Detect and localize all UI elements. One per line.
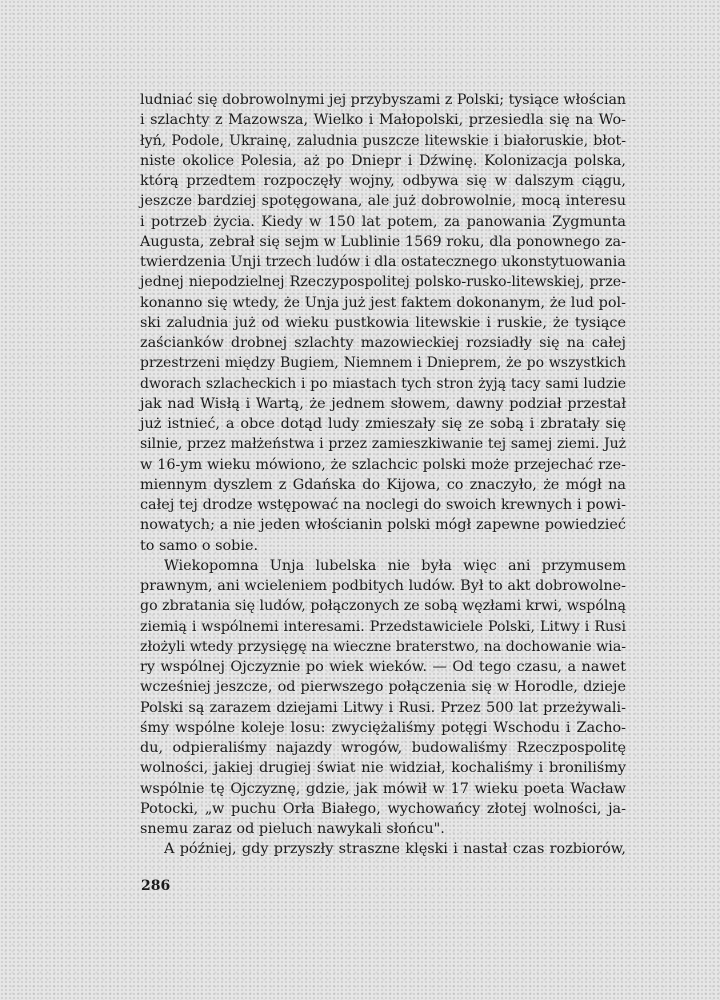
text-line: nowatych; a nie jeden włościanin polski mógł zapewne powiedzieć: [140, 517, 626, 534]
text-line: śmy wspólne koleje losu: zwyciężaliśmy potęgi Wschodu i Zacho-: [140, 719, 626, 736]
text-line: którą przedtem rozpoczęły wojny, odbywa się w dalszym ciągu,: [140, 173, 626, 189]
text-line: w 16-ym wieku mówiono, że szlachcic polski może przejechać rze-: [140, 456, 626, 473]
text-line: twierdzenia Unji trzech ludów i dla ostatecznego ukonstytuowania: [140, 254, 626, 270]
text-line: silnie, przez małżeństwa i przez zamieszkiwanie tej samej ziemi. Już: [140, 436, 626, 453]
paragraph-end-line: to samo o sobie.: [140, 537, 259, 554]
text-line: jednej niepodzielnej Rzeczypospolitej polsko-rusko-litewskiej, prze-: [140, 274, 626, 291]
paragraph-end-line: snemu zaraz od pieluch nawykali słońcu".: [140, 821, 445, 837]
text-line: całej tej drodze wstępować na noclegi do swoich krewnych i powi-: [140, 497, 626, 513]
text-line: ry wspólnej Ojczyznie po wiek wieków. — Od tego czasu, a nawet: [140, 659, 626, 675]
text-line: wolności, jakiej drugiej świat nie widział, kochaliśmy i broniliśmy: [140, 760, 626, 777]
text-line: Polski są zarazem dziejami Litwy i Rusi. Przez 500 lat przeżywali-: [140, 699, 626, 716]
text-line: już istnieć, a obce dotąd ludy zmieszały się ze sobą i zbratały się: [140, 416, 626, 432]
text-line: Potocki, „w puchu Orła Białego, wychowańcy złotej wolności, ja-: [140, 800, 626, 817]
text-line: dworach szlacheckich i po miastach tych stron żyją tacy sami ludzie: [140, 375, 626, 392]
text-line: jeszcze bardziej spotęgowana, ale już dobrowolnie, mocą interesu: [140, 193, 626, 210]
paragraph-start-line: Wiekopomna Unja lubelska nie była więc ani przymusem: [164, 557, 626, 574]
text-line: jak nad Wisłą i Wartą, że jednem słowem, dawny podział przestał: [140, 395, 626, 412]
text-line: ski zaludnia już od wieku pustkowia litewskie i ruskie, że tysiące: [140, 314, 626, 331]
text-line: niste okolice Polesia, aż po Dniepr i Dźwinę. Kolonizacja polska,: [140, 152, 626, 169]
paragraph-start-line: A później, gdy przyszły straszne klęski i nastał czas rozbiorów,: [164, 841, 626, 858]
text-line: du, odpieraliśmy najazdy wrogów, budowaliśmy Rzeczpospolitę: [140, 740, 626, 756]
text-line: i potrzeb życia. Kiedy w 150 lat potem, za panowania Zygmunta: [140, 213, 626, 230]
text-line: wcześniej jeszcze, od pierwszego połączenia się w Horodle, dzieje: [140, 679, 626, 696]
text-line: przestrzeni między Bugiem, Niemnem i Dnieprem, że po wszystkich: [140, 355, 626, 372]
text-line: złożyli wtedy przysięgę na wieczne braterstwo, na dochowanie wia-: [140, 638, 627, 655]
text-line: i szlachty z Mazowsza, Wielko i Małopolski, przesiedla się na Wo-: [140, 112, 626, 129]
page-number: 286: [141, 878, 171, 894]
text-line: wspólnie tę Ojczyznę, gdzie, jak mówił w 17 wieku poeta Wacław: [140, 780, 626, 797]
text-line: go zbratania się ludów, połączonych ze sobą węzłami krwi, wspólną: [140, 598, 626, 615]
text-line: ziemią i wspólnemi interesami. Przedstawiciele Polski, Litwy i Rusi: [140, 618, 626, 635]
text-line: prawnym, ani wcieleniem podbitych ludów. Był to akt dobrowolne-: [140, 578, 626, 594]
text-line: Augusta, zebrał się sejm w Lublinie 1569 roku, dla ponownego za-: [140, 233, 626, 250]
text-line: miennym dyszlem z Gdańska do Kijowa, co znaczyło, że mógł na: [140, 476, 626, 493]
text-line: konanno się wtedy, że Unja już jest faktem dokonanym, że lud pol-: [140, 294, 626, 311]
text-line: ludniać się dobrowolnymi jej przybyszami z Polski; tysiące włościan: [140, 92, 627, 108]
text-line: zaścianków drobnej szlachty mazowieckiej rozsiadły się na całej: [140, 335, 626, 351]
text-line: łyń, Podole, Ukrainę, zaludnia puszcze litewskie i białoruskie, błot-: [140, 132, 626, 149]
body-text: [140, 90, 626, 860]
